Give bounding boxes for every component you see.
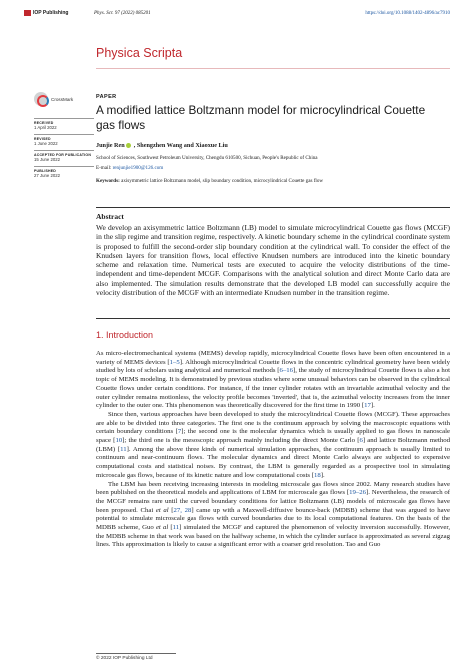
citation-link[interactable]: 6–16 [279, 367, 293, 375]
orcid-icon[interactable] [126, 143, 131, 148]
affiliation: School of Sciences, Southwest Petroleum University, Chengdu 610500, Sichuan, People's Republic of China [96, 155, 318, 161]
section-heading: 1. Introduction [96, 330, 154, 340]
crossmark-label: CrossMark [51, 96, 74, 102]
journal-title-divider [96, 68, 450, 69]
crossmark-badge[interactable] [34, 92, 73, 106]
history-revised: REVISED 1 June 2022 [34, 134, 94, 146]
article-type-label: PAPER [96, 94, 117, 100]
keywords-line [96, 178, 323, 184]
citation-link[interactable]: 10 [115, 437, 123, 445]
email-line [96, 165, 163, 171]
keywords-label: Keywords: [96, 178, 120, 184]
citation-link[interactable]: 1–5 [169, 358, 180, 366]
email-link[interactable]: renjunjie1900@126.com [112, 165, 164, 171]
abstract-heading: Abstract [96, 212, 124, 221]
abstract-bottom-rule [96, 318, 450, 319]
history-received: RECEIVED 1 April 2022 [34, 118, 94, 130]
keywords-value: axisymmetric lattice Boltzmann model, slip boundary condition, microcylindrical Couette gas flow [121, 178, 324, 184]
doi-link[interactable]: https://doi.org/10.1088/1402-4896/ac7910 [365, 10, 450, 16]
citation-link[interactable]: 27, 28 [173, 506, 192, 514]
history-accepted: ACCEPTED FOR PUBLICATION 15 June 2022 [34, 150, 94, 162]
email-label: E-mail: [96, 165, 112, 171]
publication-history [34, 118, 94, 182]
citation-link[interactable]: 19–26 [349, 489, 366, 497]
first-author[interactable]: Junjie Ren [96, 142, 125, 149]
iop-logo-icon [24, 10, 31, 16]
author-list [96, 142, 228, 149]
paragraph-2: Since then, various approaches have been developed to study the microcylindrical Couette flows (MCGF). These approaches are able to be divided into three categories. The first one is the continuum approach by solving the macroscopic equations with certain boundary conditions [7]; the second one is the molecular dynamics which is usually applied to gas flows in nanoscale space [10]; the third one is the mesoscopic approach mainly including the direct Monte Carlo [6] and lattice Boltzmann method (LBM) [11]. Among the above three kinds of numerical simulation approaches, the continuum approach is usually limited to continuum and near-continuum flows. The molecular dynamics and direct Monte Carlo always are subjected to expensive computational costs and statistical noises. By contrast, the LBM is generally regarded as a prospective tool in simulating microscale gas flows, because of its kinetic nature and low computational costs [18]. [96, 410, 450, 479]
copyright-footer: © 2022 IOP Publishing Ltd [96, 656, 153, 661]
citation-link[interactable]: 7 [177, 428, 182, 436]
citation-link[interactable]: 11 [120, 445, 127, 453]
journal-title: Physica Scripta [96, 46, 183, 60]
publisher-logo [24, 10, 68, 16]
other-authors: , Shengzhen Wang and Xiaoxue Liu [133, 142, 228, 149]
citation-link[interactable]: 17 [364, 402, 371, 410]
citation-link[interactable]: 18 [314, 471, 321, 479]
paragraph-1: As micro-electromechanical systems (MEMS) develop rapidly, microcylindrical Couette flows have been often encountered in a variety of MEMS devices [1–5]. Although microcylindrical Couette flows in the concentric cylindrical geometry have been widely studied by lots of scholars using analytical and numerical methods [6–16], the study of microcylindrical Couette flows is also a hot topic of MEMS modeling. It is demonstrated by previous studies where some unusual behaviors can be observed in the cylindrical Couette flows under certain conditions. For instance, if the inner cylinder rotates with an invariable azimuthal velocity and the outer cylinder remains motionless, the velocity profile becomes 'inverted', that is, the azimuthal velocity increases from the inner cylinder to the outer one. This phenomenon was theoretically discovered for the first time in 1990 [17]. [96, 350, 450, 410]
body-text [96, 350, 450, 550]
paper-title: A modified lattice Boltzmann model for microcylindrical Couette gas flows [96, 103, 426, 132]
paragraph-3: The LBM has been receiving increasing interests in modeling microscale gas flows since 2002. Many research studies have been published on the theoretical models and applications of LBM for microscale gas flows [19–26]. Nevertheless, the research of the MCGF remains rare until the curved boundary conditions for lattice Boltzmann (LB) models of microscale gas flows have been proposed. Chai et al [27, 28] came up with a Maxwell-diffusive bounce-back (MDBB) scheme that was argued to have potential to simulate microscale gas flows with curved boundaries due to its local computational features. On the basis of the MDBB scheme, Guo et al [11] simulated the MCGF and captured the phenomenon of velocity inversion successfully. However, the MDBB scheme in that work was based on the halfway scheme, in which the cylinder surface is approximated as several zigzag lines. This approximation is likely to cause a significant error with a coarser grid resolution. Tao and Guo [96, 480, 451, 549]
footer-rule [96, 653, 176, 654]
publisher-name: IOP Publishing [33, 10, 69, 16]
running-header [24, 8, 450, 18]
citation-link[interactable]: 11 [172, 524, 180, 532]
journal-reference: Phys. Scr. 97 (2022) 085201 [94, 10, 151, 16]
crossmark-icon [34, 92, 48, 106]
abstract-top-rule [96, 207, 450, 208]
history-published: PUBLISHED 27 June 2022 [34, 166, 94, 178]
abstract-text: We develop an axisymmetric lattice Boltzmann (LB) model to simulate microcylindrical Couette gas flows (MCGF) in the slip regime and transition regime, respectively. A kinetic boundary scheme in the cylindrical coordinate system is proposed to fulfill the second-order slip boundary condition at the cylindrical wall. To consider the effect of the Knudsen layers for transition flows, local effective Knudsen numbers are introduced into the kinetic boundary scheme and relaxation time. Numerical tests are executed to acquire the velocity distributions of the time-independent and time-dependent MCGF. Comparisons with the analytical solution and direct Monte Carlo data are also implemented. The simulation results demonstrate that the developed LB model can successfully acquire the velocity distribution of the MCGF with an intermediate Knudsen number in the transition regime. [96, 223, 450, 298]
citation-link[interactable]: 6 [359, 437, 363, 445]
